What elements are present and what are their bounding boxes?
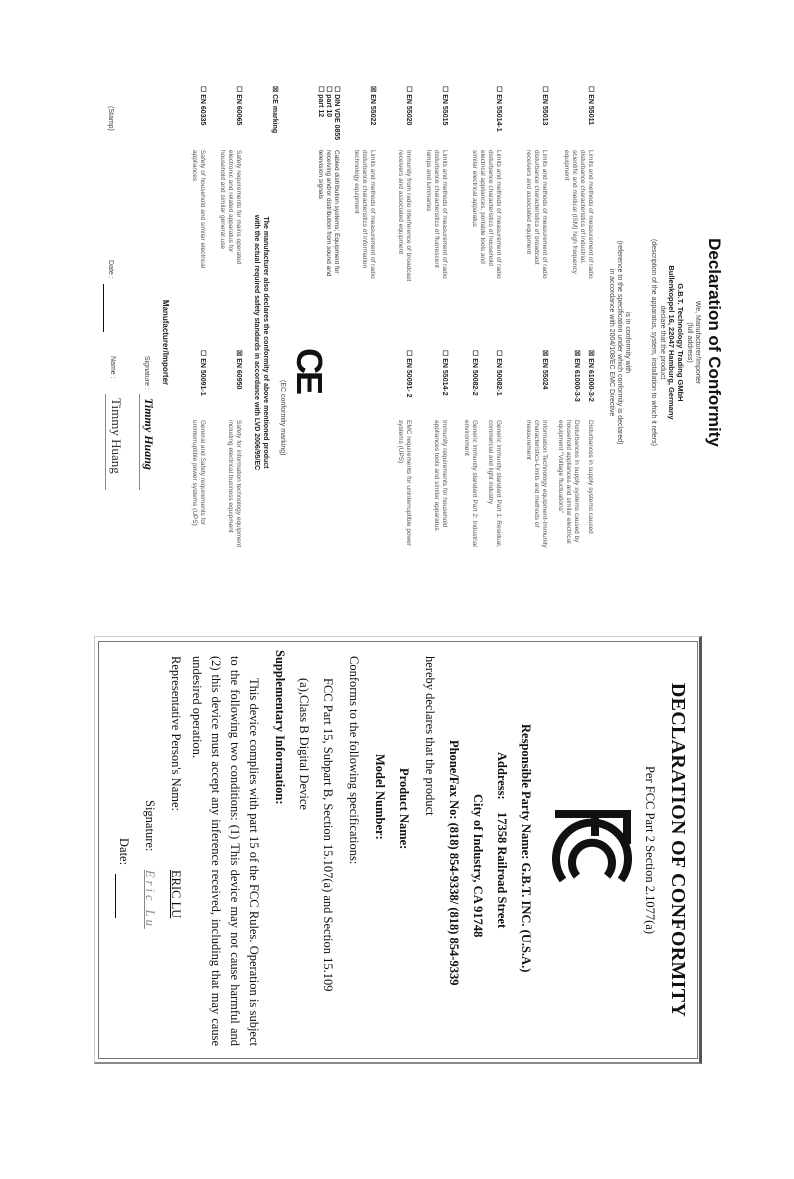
checkbox-unchecked-icon: ☐ [235,86,242,93]
standard-code: ☐ DIN VDE 0855 [333,86,340,141]
standard-description: Safety requirements for mains operated electronic and related apparatus for household and similar general use [219,150,242,265]
standard-description: EMC requirements for uninterruptible power systems (UPS) [397,420,412,547]
standard-en50091-2 [390,350,412,600]
address-line1: 17358 Railroad Street [495,812,509,929]
standard-en55020 [382,86,412,336]
signature-value: Eric Lu [143,870,157,929]
standard-description: Immunity requirements for household appliances tools and similar apparatus [433,420,448,531]
model-number-label: Model Number: [373,754,387,840]
standard-code: ☐ EN 60065 [235,86,242,126]
standard-description: General and Safety requirements for uninterruptible power systems (UPS) [191,420,206,526]
checkbox-unchecked-icon: ☐ [199,350,206,357]
eu-description-note: (description of the apparatus, system, installation to which it refers) [650,239,657,446]
standard-en55015 [418,86,448,336]
standard-din-vde-0855 [310,86,340,336]
checkbox-checked-icon: ☒ [369,86,376,93]
date-line [115,874,116,918]
checkbox-unchecked-icon: ☐ [587,86,594,93]
product-name-label: Product Name: [397,768,411,850]
eu-title: Declaration of Conformity [705,238,724,447]
responsible-party: Responsible Party Name: G.B.T. INC. (U.S.A.) [519,724,533,973]
checkbox-unchecked-icon: ☐ [541,86,548,93]
signature-line [139,394,140,490]
standard-code: ☒ EN 55024 [541,350,548,390]
name-value: Timmy Huang [109,398,124,474]
standard-code: ☐ EN 60335 [199,86,206,126]
checkbox-checked-icon: ☒ [271,86,278,93]
signature-label: Signature : [143,356,150,390]
eu-manufacturer-label: We, Manufacturer/Importer [694,300,701,385]
address-line2: City of Industry, CA 91748 [471,794,485,938]
checkbox-unchecked-icon: ☐ [495,350,502,357]
address-label: Address: [495,752,509,800]
standard-code: ☐ EN 50082-1 [495,350,502,396]
standard-code: ☐ EN 50091-1 [199,350,206,396]
supplementary-heading: Supplementary Information: [273,650,287,805]
standard-en60950 [220,350,242,600]
signature-label: Signature: [143,800,157,852]
standard-en61000-3-2 [580,350,594,600]
fcc-logo-icon [551,806,635,902]
standard-code: ☐ EN 50091- 2 [405,350,412,398]
standard-en50091-1 [184,350,206,600]
eu-full-address-label: (full address) [686,322,693,363]
checkbox-unchecked-icon: ☐ [441,86,448,93]
standard-code: ☐ EN 55020 [405,86,412,126]
checkbox-unchecked-icon: ☐ [495,86,502,93]
standard-description: Disturbances in supply systems caused [587,420,594,534]
standard-en55013 [508,86,548,336]
din-part-12: ☐ part 12 [317,86,324,118]
checkbox-unchecked-icon: ☐ [405,350,412,357]
standard-description: Immunity from radio interference of broadcast receivers and associated equipment [397,150,412,282]
ce-caption: (EC conformity marking) [279,380,286,456]
standard-description: Limits and methods of measurement of radio disturbance characteristics of fluorescent lamps and luminaries [425,150,448,279]
checkbox-unchecked-icon: ☐ [333,86,340,93]
name-line [105,394,106,490]
spec-line1: FCC Part 15, Subpart B, Section 15.107(a) and Section 15.109 [321,678,335,992]
standard-code: ☒ EN 60950 [235,350,242,390]
standard-code: ☐ EN 55013 [541,86,548,126]
standard-en60335 [184,86,206,336]
standard-code: ☒ CE marking [271,86,278,134]
standard-description: Cabled distribution systems; Equipment for receiving and/or distribution from sound and television signals [317,150,340,277]
declares-line: hereby declares that the product [423,656,437,816]
standard-en55014-2 [426,350,448,600]
standard-code: ☒ EN 61000-3-2 [587,350,594,402]
supplementary-text: This device complies with part 15 of the FCC Rules. Operation is subject to the following two conditions: (1) This device may not cause harmful and (2) this device must accept any inference received, including that may cause undesired operation. [190,656,261,1046]
standard-en50082-1 [480,350,502,600]
eu-declaration-of-conformity [80,80,730,605]
standard-description: Limits and methods of measurement of radio disturbance characteristics of information technology equipment [353,150,376,279]
checkbox-unchecked-icon: ☐ [199,86,206,93]
eu-declare-line: declare that the product [659,305,666,380]
standard-en61000-3-3 [550,350,580,600]
din-part-10: ☐ part 10 [325,86,332,118]
fcc-title: DECLARATION OF CONFORMITY [667,682,689,1018]
standard-description: Limits and methods of measurement of radio disturbance characteristics of broadcast receivers and associated equipment [525,150,548,279]
standard-en60065 [212,86,242,336]
standard-en50082-2 [456,350,478,600]
checkbox-unchecked-icon: ☐ [441,350,448,357]
standard-description: Generic immunity standard Part 2: Industrial environment [463,420,478,547]
lvd-statement-line2: with the actual required safety standards in accordance with LVD 2006/95/EC [253,214,260,471]
standard-description: Safety for information technology equipment including electrical business equipment [227,420,242,548]
standard-description: Safety of household and similar electrical appliances [191,150,206,269]
rep-name-label: Representative Person's Name: [169,656,183,811]
ce-mark-logo-icon: CE [289,348,330,393]
standard-code: ☒ EN 61000-3-3 [573,350,580,402]
standard-code: ☐ EN 55014-1 [495,86,502,132]
standard-description: Information Technology equipment-Immunity characteristics-Limits and methods of measurement [525,420,548,548]
standard-description: Limits and methods of measurement of radio disturbance characteristics of household electrical appliances, portable tools and similar electrical apparatus [471,150,502,279]
checkbox-checked-icon: ☒ [573,350,580,357]
standard-code: ☒ EN 55022 [369,86,376,126]
spec-line2: (a),Class B Digital Device [297,678,311,810]
checkbox-unchecked-icon: ☐ [471,350,478,357]
eu-reference-note: (reference to the specification under which conformity is declared) [616,240,623,445]
lvd-statement-line1: The manufacturer also declares the conformity of above mentioned product [262,216,269,469]
checkbox-checked-icon: ☒ [235,350,242,357]
stamp-label: (Stamp) [107,106,114,131]
phone-fax: Phone/Fax No: (818) 854-9338/ (818) 854-9339 [447,740,461,986]
eu-directive-line: in accordance with 2004/108/EC EMC Directive [608,268,615,417]
name-label: Name : [109,356,116,379]
standard-description: Limits and methods of measurement of radio disturbance characteristics of industrial, scientific and medical (ISM) high frequency equipment [563,150,594,279]
eu-company-address: Bullenkoppel 16, 22047 Hamburg, Germany [667,265,676,420]
standard-en55014-1 [458,86,502,336]
checkbox-checked-icon: ☒ [587,350,594,357]
fcc-subtitle: Per FCC Part 2 Section 2.1077(a) [643,765,657,935]
date-label: Date: [117,838,131,866]
eu-conformity-line: is in conformity with [624,311,631,374]
standard-en55024 [508,350,548,600]
standard-code: ☐ EN 55015 [441,86,448,126]
standard-description: Generic immunity standard Part 1: Residual, commercial and light industry [487,420,502,548]
date-line [103,284,104,332]
standard-code: ☐ EN 55011 [587,86,594,125]
conforms-line: Conforms to the following specifications: [347,656,361,865]
date-label: Date : [107,260,114,279]
checkbox-checked-icon: ☒ [541,350,548,357]
standard-code: ☐ EN 55014-2 [441,350,448,396]
signature-value: Timmy Huang [142,398,156,470]
standard-description: Disturbances in supply systems caused by household appliances and similar electrical equipment "Voltage fluctuations" [557,420,580,544]
standard-code: ☐ EN 50082-2 [471,350,478,396]
eu-company-name: G.B.T. Technology Trading GMbH [676,283,685,402]
rep-name-value: ERIC LU [169,870,183,919]
fcc-declaration-of-conformity [98,641,698,1059]
manufacturer-importer-heading: Manufacturer/Importer [161,299,170,386]
standard-en55011 [554,86,594,336]
standard-en55022 [346,86,376,336]
checkbox-unchecked-icon: ☐ [405,86,412,93]
